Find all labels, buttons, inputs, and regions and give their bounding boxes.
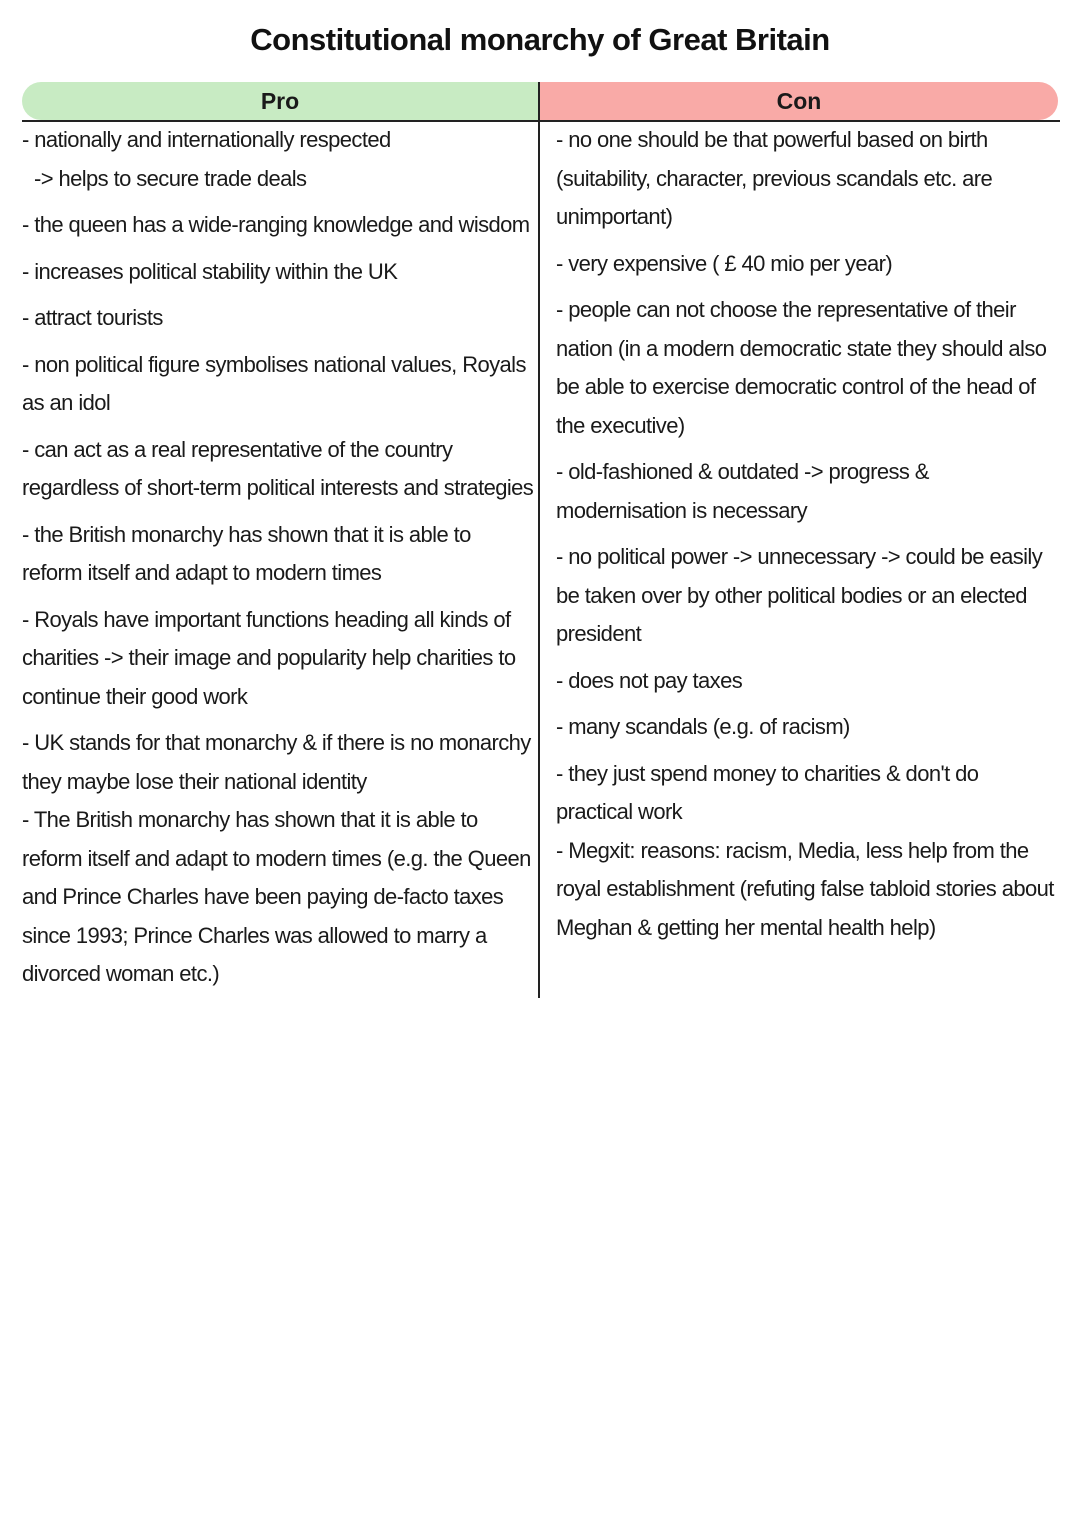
- con-item: - old-fashioned & outdated -> progress & modernisation is necessary: [556, 459, 935, 523]
- con-column-header: [540, 82, 1058, 120]
- pro-header-label: Pro: [260, 88, 300, 114]
- pro-item: - UK stands for that monarchy & if there is no monarchy they maybe lose their national identity: [22, 730, 537, 794]
- pro-item: - can act as a real representative of the country regardless of short-term political interests and strategies: [22, 436, 534, 500]
- pro-column-header: [22, 82, 538, 120]
- con-item: - they just spend money to charities & don't do practical work: [556, 760, 984, 824]
- pro-item: - attract tourists: [22, 305, 163, 330]
- pro-item: - non political figure symbolises national values, Royals as an idol: [22, 351, 532, 415]
- con-item: - people can not choose the representative of their nation (in a modern democratic state they should also be able to exercise democratic control of the head of the executive): [556, 297, 1052, 438]
- pro-item: -> helps to secure trade deals: [34, 165, 307, 191]
- con-item: - very expensive ( £ 40 mio per year): [556, 250, 893, 276]
- con-item: - does not pay taxes: [556, 667, 743, 693]
- pro-item: - The British monarchy has shown that it is able to reform itself and adapt to modern times (e.g. the Queen and Prince Charles have been paying de-facto taxes since 1993; Prince Charles was allowed to marry a divorced woman etc.): [22, 807, 537, 986]
- con-item: - no political power -> unnecessary -> could be easily be taken over by other political bodies or an elected president: [556, 544, 1048, 646]
- pro-item: - the British monarchy has shown that it is able to reform itself and adapt to modern times: [22, 521, 477, 585]
- con-item: - no one should be that powerful based on birth (suitability, character, previous scandals etc. are unimportant): [556, 127, 998, 229]
- pro-item: - increases political stability within the UK: [22, 258, 398, 284]
- pro-item: - the queen has a wide-ranging knowledge and wisdom: [22, 212, 530, 237]
- con-item: - Megxit: reasons: racism, Media, less help from the royal establishment (refuting false tabloid stories about Meghan & getting her mental health help): [556, 837, 1060, 940]
- pro-item: - nationally and internationally respected: [22, 127, 391, 152]
- column-divider: [538, 82, 540, 998]
- page-title: Constitutional monarchy of Great Britain: [250, 22, 830, 57]
- con-list: [556, 121, 1060, 955]
- pro-item: - Royals have important functions heading all kinds of charities -> their image and popularity help charities to continue their good work: [22, 606, 521, 709]
- pro-list: [22, 121, 536, 1002]
- con-item: - many scandals (e.g. of racism): [556, 714, 850, 739]
- con-header-label: Con: [776, 88, 822, 114]
